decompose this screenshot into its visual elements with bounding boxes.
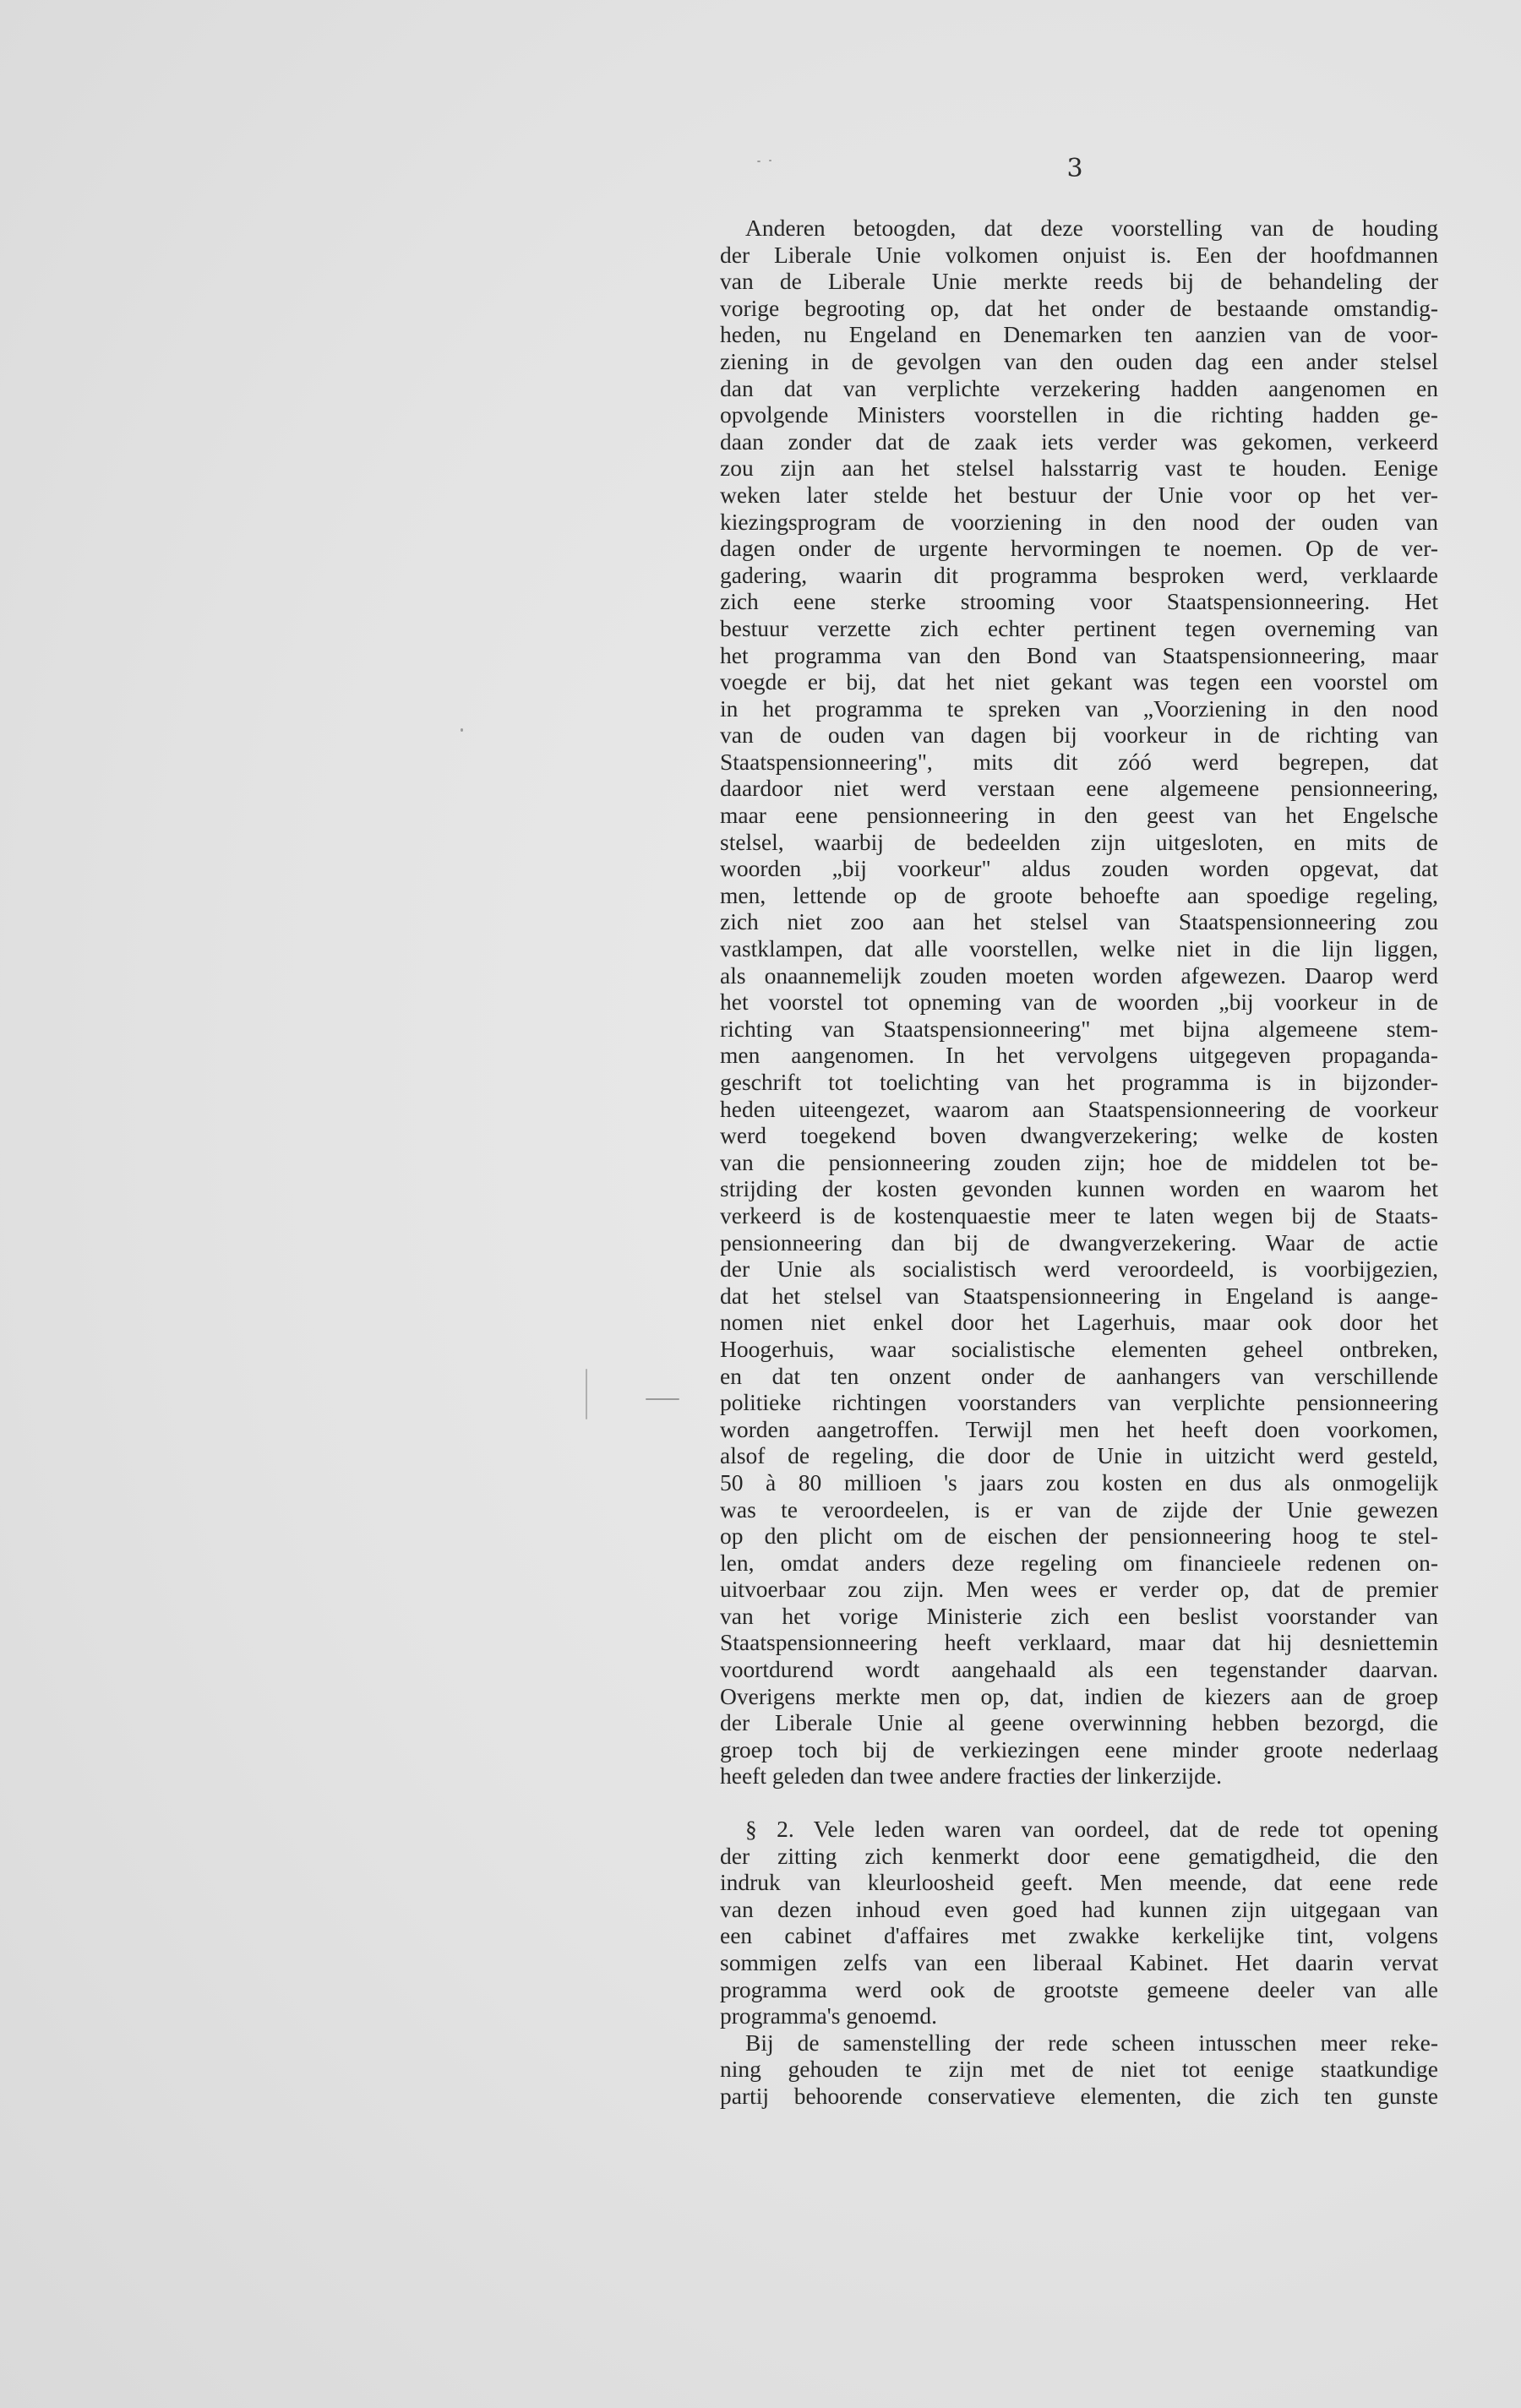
paragraph-gap	[720, 1790, 1438, 1816]
text-line: Bij de samenstelling der rede scheen intusschen meer reke-	[745, 2029, 1438, 2056]
text-line: strijding der kosten gevonden kunnen worden en waarom het	[720, 1175, 1438, 1202]
text-line: dagen onder de urgente hervormingen te noemen. Op de ver-	[720, 535, 1438, 562]
text-line: was te veroordeelen, is er van de zijde der Unie gewezen	[720, 1495, 1438, 1523]
text-line: men aangenomen. In het vervolgens uitgegeven propaganda-	[720, 1042, 1438, 1069]
text-line: geschrift tot toelichting van het programma is in bijzonder-	[720, 1069, 1438, 1095]
text-line: als onaannemelijk zouden moeten worden afgewezen. Daarop werd	[720, 962, 1438, 989]
text-line: van de Liberale Unie merkte reeds bij de behandeling der	[720, 268, 1438, 295]
text-line: worden aangetroffen. Terwijl men het heeft doen voorkomen,	[720, 1415, 1438, 1442]
text-line: alsof de regeling, die door de Unie in uitzicht werd gesteld,	[720, 1442, 1438, 1469]
text-line: op den plicht om de eischen der pensionneering hoog te stel-	[720, 1523, 1438, 1550]
scan-speck	[586, 1369, 587, 1419]
text-line: woorden „bij voorkeur" aldus zouden worden opgevat, dat	[720, 855, 1438, 882]
text-line: het voorstel tot opneming van de woorden „bij voorkeur in de	[720, 989, 1438, 1016]
scan-speck	[769, 160, 771, 161]
text-line: zich eene sterke strooming voor Staatspensionneering. Het	[720, 588, 1438, 615]
scan-speck	[757, 161, 760, 162]
text-line: dat het stelsel van Staatspensionneering in Engeland is aange-	[720, 1282, 1438, 1309]
page-number: 3	[1066, 154, 1083, 183]
text-line: daardoor niet werd verstaan eene algemeene pensionneering,	[720, 775, 1438, 802]
text-line: sommigen zelfs van een liberaal Kabinet. Het daarin vervat	[720, 1949, 1438, 1975]
paragraph	[720, 1816, 1438, 2029]
text-line: het programma van den Bond van Staatspensionneering, maar	[720, 641, 1438, 668]
text-line: maar eene pensionneering in den geest van het Engelsche	[720, 802, 1438, 829]
scan-speck	[461, 728, 463, 732]
scan-speck	[646, 1398, 679, 1400]
text-line: programma's genoemd.	[720, 2002, 937, 2029]
text-line: in het programma te spreken van „Voorziening in den nood	[720, 695, 1438, 722]
text-line: nomen niet enkel door het Lagerhuis, maar ook door het	[720, 1309, 1438, 1336]
text-line: een cabinet d'affaires met zwakke kerkelijke tint, volgens	[720, 1922, 1438, 1949]
text-line: der Liberale Unie al geene overwinning hebben bezorgd, die	[720, 1709, 1438, 1736]
paragraph	[720, 215, 1438, 1790]
text-line: werd toegekend boven dwangverzekering; welke de kosten	[720, 1122, 1438, 1149]
text-line: van die pensionneering zouden zijn; hoe de middelen tot be-	[720, 1148, 1438, 1175]
text-line: indruk van kleurloosheid geeft. Men meende, dat eene rede	[720, 1869, 1438, 1896]
paragraph	[720, 2029, 1438, 2110]
body-text	[720, 215, 1438, 2110]
text-line: dan dat van verplichte verzekering hadden aangenomen en	[720, 374, 1438, 401]
text-line: pensionneering dan bij de dwangverzekering. Waar de actie	[720, 1229, 1438, 1256]
text-line: heeft geleden dan twee andere fracties der linkerzijde.	[720, 1762, 1222, 1790]
text-line: bestuur verzette zich echter pertinent tegen overneming van	[720, 614, 1438, 641]
text-line: vorige begrooting op, dat het onder de bestaande omstandig-	[720, 294, 1438, 321]
text-line: zich niet zoo aan het stelsel van Staatspensionneering zou	[720, 908, 1438, 935]
text-line: Hoogerhuis, waar socialistische elementen geheel ontbreken,	[720, 1335, 1438, 1362]
text-line: § 2. Vele leden waren van oordeel, dat de rede tot opening	[745, 1816, 1438, 1843]
text-line: ziening in de gevolgen van den ouden dag een ander stelsel	[720, 347, 1438, 374]
text-line: weken later stelde het bestuur der Unie voor op het ver-	[720, 481, 1438, 508]
text-line: partij behoorende conservatieve elementen, die zich ten gunste	[720, 2082, 1438, 2109]
text-line: van het vorige Ministerie zich een beslist voorstander van	[720, 1602, 1438, 1629]
text-line: voortdurend wordt aangehaald als een tegenstander daarvan.	[720, 1656, 1438, 1683]
text-line: 50 à 80 millioen 's jaars zou kosten en dus als onmogelijk	[720, 1468, 1438, 1495]
text-line: der Unie als socialistisch werd veroordeeld, is voorbijgezien,	[720, 1256, 1438, 1283]
text-line: ning gehouden te zijn met de niet tot eenige staatkundige	[720, 2056, 1438, 2083]
text-line: uitvoerbaar zou zijn. Men wees er verder op, dat de premier	[720, 1576, 1438, 1603]
text-line: Staatspensionneering", mits dit zóó werd begrepen, dat	[720, 748, 1438, 775]
text-line: Anderen betoogden, dat deze voorstelling van de houding	[745, 215, 1438, 241]
text-line: van dezen inhoud even goed had kunnen zijn uitgegaan van	[720, 1895, 1438, 1922]
text-line: voegde er bij, dat het niet gekant was tegen een voorstel om	[720, 668, 1438, 695]
text-line: opvolgende Ministers voorstellen in die richting hadden ge-	[720, 401, 1438, 428]
text-line: zou zijn aan het stelsel halsstarrig vast te houden. Eenige	[720, 455, 1438, 482]
text-line: van de ouden van dagen bij voorkeur in de richting van	[720, 722, 1438, 749]
text-line: daan zonder dat de zaak iets verder was gekomen, verkeerd	[720, 428, 1438, 455]
text-line: Overigens merkte men op, dat, indien de kiezers aan de groep	[720, 1682, 1438, 1709]
text-line: stelsel, waarbij de bedeelden zijn uitgesloten, en mits de	[720, 828, 1438, 855]
text-line: kiezingsprogram de voorziening in den nood der ouden van	[720, 508, 1438, 535]
text-line: politieke richtingen voorstanders van verplichte pensionneering	[720, 1389, 1438, 1416]
text-line: vastklampen, dat alle voorstellen, welke niet in die lijn liggen,	[720, 935, 1438, 962]
text-line: en dat ten onzent onder de aanhangers van verschillende	[720, 1362, 1438, 1389]
text-line: len, omdat anders deze regeling om financieele redenen on-	[720, 1549, 1438, 1576]
text-line: Staatspensionneering heeft verklaard, maar dat hij desniettemin	[720, 1629, 1438, 1656]
text-line: richting van Staatspensionneering" met bijna algemeene stem-	[720, 1015, 1438, 1042]
text-line: groep toch bij de verkiezingen eene minder groote nederlaag	[720, 1735, 1438, 1762]
text-line: heden, nu Engeland en Denemarken ten aanzien van de voor-	[720, 321, 1438, 348]
text-line: der zitting zich kenmerkt door eene gematigdheid, die den	[720, 1842, 1438, 1869]
text-line: men, lettende op de groote behoefte aan spoedige regeling,	[720, 881, 1438, 908]
text-line: heden uiteengezet, waarom aan Staatspensionneering de voorkeur	[720, 1095, 1438, 1122]
text-line: verkeerd is de kostenquaestie meer te laten wegen bij de Staats-	[720, 1201, 1438, 1229]
text-line: programma werd ook de grootste gemeene deeler van alle	[720, 1975, 1438, 2002]
text-line: der Liberale Unie volkomen onjuist is. Een der hoofdmannen	[720, 241, 1438, 268]
text-line: gadering, waarin dit programma besproken werd, verklaarde	[720, 561, 1438, 588]
